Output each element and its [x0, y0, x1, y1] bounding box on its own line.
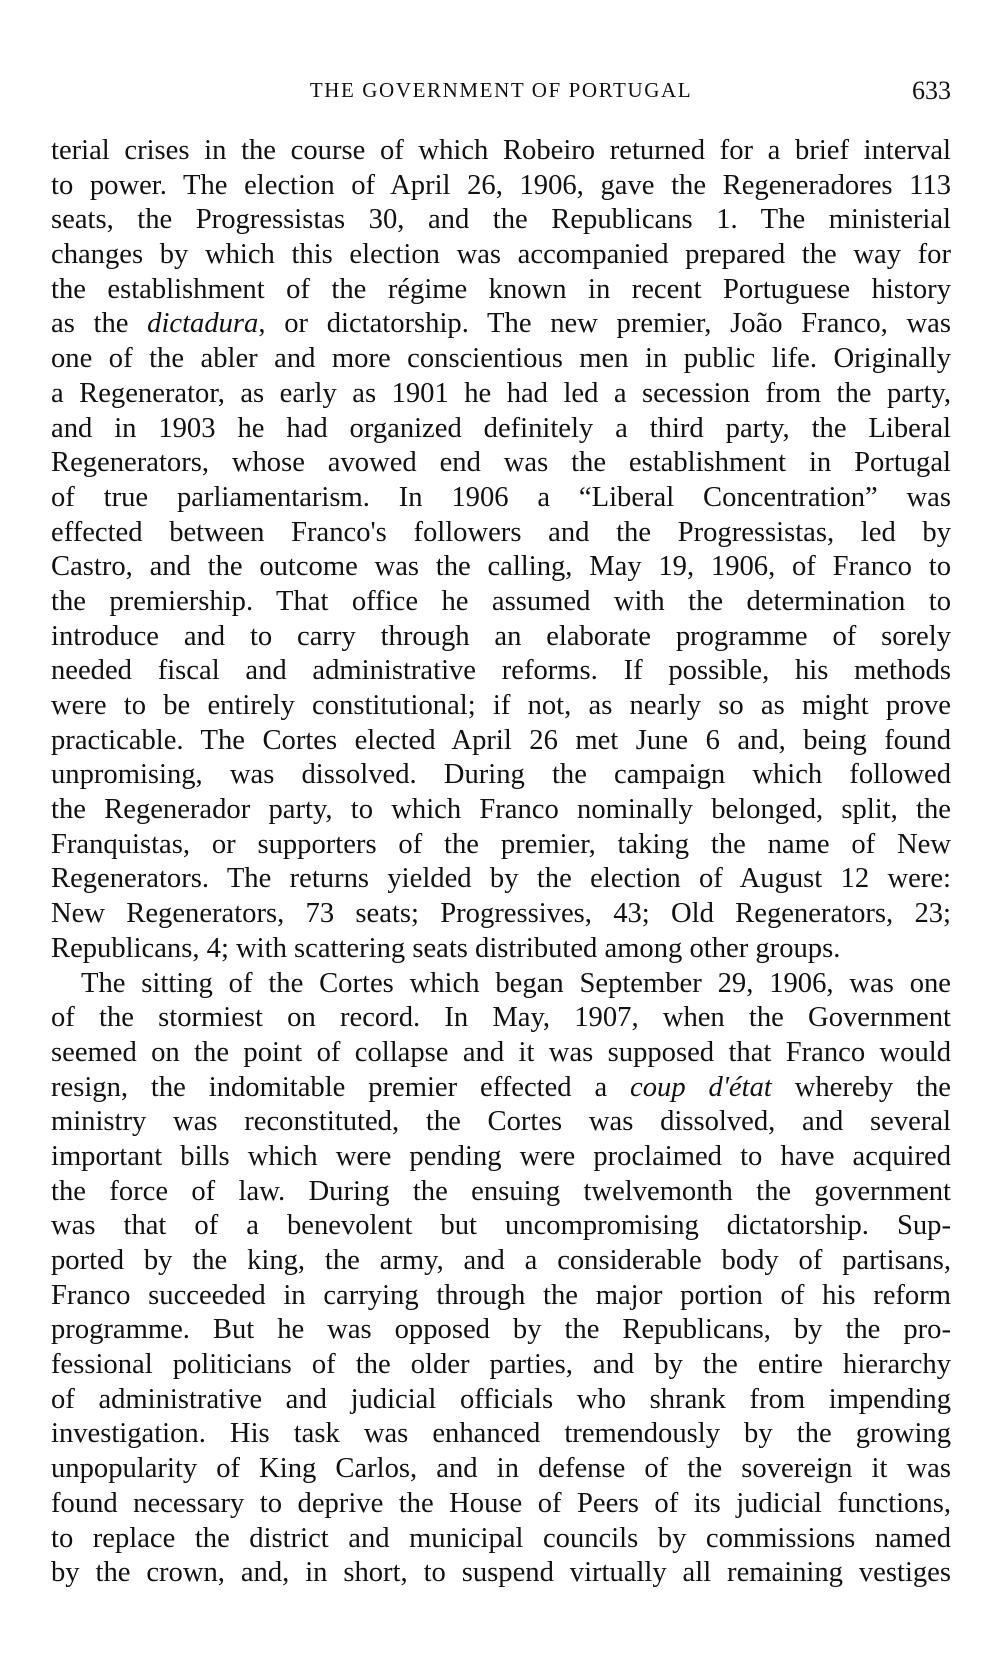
- text-run: to replace the district and municipal councils by commissions named: [51, 1522, 951, 1554]
- text-run: ported by the king, the army, and a considerable body of partisans,: [51, 1245, 951, 1276]
- paragraph: [51, 967, 951, 1591]
- text-line: [51, 377, 951, 412]
- text-run: as the: [51, 308, 148, 340]
- text-run: fessional politicians of the older parties, and by the entire hierarchy: [51, 1349, 951, 1381]
- running-title: THE GOVERNMENT OF PORTUGAL: [309, 78, 693, 102]
- page-number: 633: [912, 76, 951, 105]
- text-line: [51, 1140, 951, 1175]
- text-run: Castro, and the outcome was the calling, May 19, 1906, of Franco to: [51, 551, 951, 583]
- text-line: [51, 1452, 951, 1487]
- text-line: [51, 307, 951, 342]
- text-line: [51, 897, 951, 932]
- text-line: [51, 1279, 951, 1314]
- text-line: [51, 967, 951, 1002]
- text-line: [51, 828, 951, 863]
- text-line: [51, 585, 951, 620]
- text-run: one of the abler and more conscientious men in public life. Originally: [51, 343, 951, 375]
- text-line: [51, 134, 951, 169]
- text-run: found necessary to deprive the House of Peers of its judicial functions,: [51, 1487, 951, 1519]
- text-line: [51, 1001, 951, 1036]
- text-run: Franco succeeded in carrying through the major portion of his reform: [51, 1279, 951, 1311]
- text-line: [51, 481, 951, 516]
- text-run: needed fiscal and administrative reforms. If possible, his methods: [51, 655, 951, 687]
- text-run: Franquistas, or supporters of the premier, taking the name of New: [51, 828, 951, 860]
- text-line: [51, 516, 951, 551]
- book-page: [51, 0, 951, 1658]
- text-line: [51, 1071, 951, 1106]
- text-run: by the crown, and, in short, to suspend virtually all remaining vestiges: [51, 1557, 951, 1589]
- text-line: [51, 169, 951, 204]
- text-run: ministry was reconstituted, the Cortes was dissolved, and several: [51, 1106, 951, 1138]
- running-head: [51, 76, 951, 112]
- text-run: and in 1903 he had organized definitely a third party, the Liberal: [51, 412, 951, 444]
- text-run: the Regenerador party, to which Franco nominally belonged, split, the: [51, 794, 951, 826]
- text-line: [51, 654, 951, 689]
- text-line: [51, 1036, 951, 1071]
- text-line: [51, 724, 951, 759]
- text-run: of the stormiest on record. In May, 1907, when the Government: [51, 1002, 951, 1034]
- text-line: [51, 446, 951, 481]
- text-run: effected between Franco's followers and the Progressistas, led by: [51, 516, 951, 548]
- body-text: [51, 134, 951, 1591]
- text-run: investigation. His task was enhanced tremendously by the growing: [51, 1418, 951, 1450]
- text-run: whereby the: [771, 1071, 951, 1103]
- text-line: [51, 1209, 951, 1244]
- text-line: [51, 342, 951, 377]
- text-run: Republicans, 4; with scattering seats distributed among other groups.: [51, 932, 841, 964]
- text-line: [51, 412, 951, 447]
- text-line: [51, 793, 951, 828]
- text-run: introduce and to carry through an elaborate programme of sorely: [51, 620, 951, 652]
- text-line: [51, 203, 951, 238]
- text-run: important bills which were pending were proclaimed to have acquired: [51, 1140, 951, 1172]
- text-run: the premiership. That office he assumed with the determination to: [51, 585, 951, 617]
- text-run: a Regenerator, as early as 1901 he had led a secession from the party,: [51, 377, 951, 409]
- text-line: [51, 1244, 951, 1279]
- text-run: Regenerators, whose avowed end was the establishment in Portugal: [51, 447, 951, 479]
- text-line: [51, 1105, 951, 1140]
- text-run: , or dictatorship. The new premier, João Franco, was: [258, 308, 951, 340]
- text-run: to power. The election of April 26, 1906, gave the Regeneradores 113: [51, 169, 951, 201]
- text-run: programme. But he was opposed by the Republicans, by the pro-: [51, 1314, 951, 1346]
- text-line: [51, 1175, 951, 1210]
- text-run: were to be entirely constitutional; if not, as nearly so as might prove: [51, 690, 951, 721]
- text-line: [51, 1417, 951, 1452]
- text-run: The sitting of the Cortes which began September 29, 1906, was one: [81, 967, 951, 999]
- text-line: [51, 932, 951, 967]
- text-run: of administrative and judicial officials who shrank from impending: [51, 1383, 951, 1415]
- text-run: unpromising, was dissolved. During the campaign which followed: [51, 759, 951, 791]
- text-run: was that of a benevolent but uncompromising dictatorship. Sup-: [51, 1210, 951, 1242]
- text-run: the establishment of the régime known in recent Portuguese history: [51, 273, 951, 305]
- text-line: [51, 550, 951, 585]
- text-run: terial crises in the course of which Robeiro returned for a brief interval: [51, 135, 951, 166]
- text-line: [51, 1522, 951, 1557]
- text-line: [51, 1556, 951, 1591]
- text-run: seats, the Progressistas 30, and the Republicans 1. The ministerial: [51, 204, 951, 236]
- text-line: [51, 862, 951, 897]
- text-run: practicable. The Cortes elected April 26 met June 6 and, being found: [51, 724, 951, 756]
- text-run: Regenerators. The returns yielded by the election of August 12 were:: [51, 863, 951, 895]
- text-line: [51, 620, 951, 655]
- italic-term: dictadura: [147, 308, 259, 340]
- text-line: [51, 1383, 951, 1418]
- text-line: [51, 238, 951, 273]
- italic-term: coup d'état: [630, 1071, 772, 1103]
- text-line: [51, 1313, 951, 1348]
- text-line: [51, 273, 951, 308]
- text-run: New Regenerators, 73 seats; Progressives, 43; Old Regenerators, 23;: [51, 898, 951, 930]
- text-run: the force of law. During the ensuing twelvemonth the government: [51, 1175, 951, 1207]
- text-run: seemed on the point of collapse and it was supposed that Franco would: [51, 1036, 951, 1068]
- text-run: changes by which this election was accompanied prepared the way for: [51, 239, 951, 271]
- text-run: resign, the indomitable premier effected a: [51, 1071, 631, 1103]
- text-line: [51, 758, 951, 793]
- text-run: unpopularity of King Carlos, and in defense of the sovereign it was: [51, 1453, 951, 1485]
- text-run: of true parliamentarism. In 1906 a “Liberal Concentration” was: [51, 481, 951, 513]
- text-line: [51, 1487, 951, 1522]
- paragraph: [51, 134, 951, 967]
- text-line: [51, 1348, 951, 1383]
- text-line: [51, 689, 951, 724]
